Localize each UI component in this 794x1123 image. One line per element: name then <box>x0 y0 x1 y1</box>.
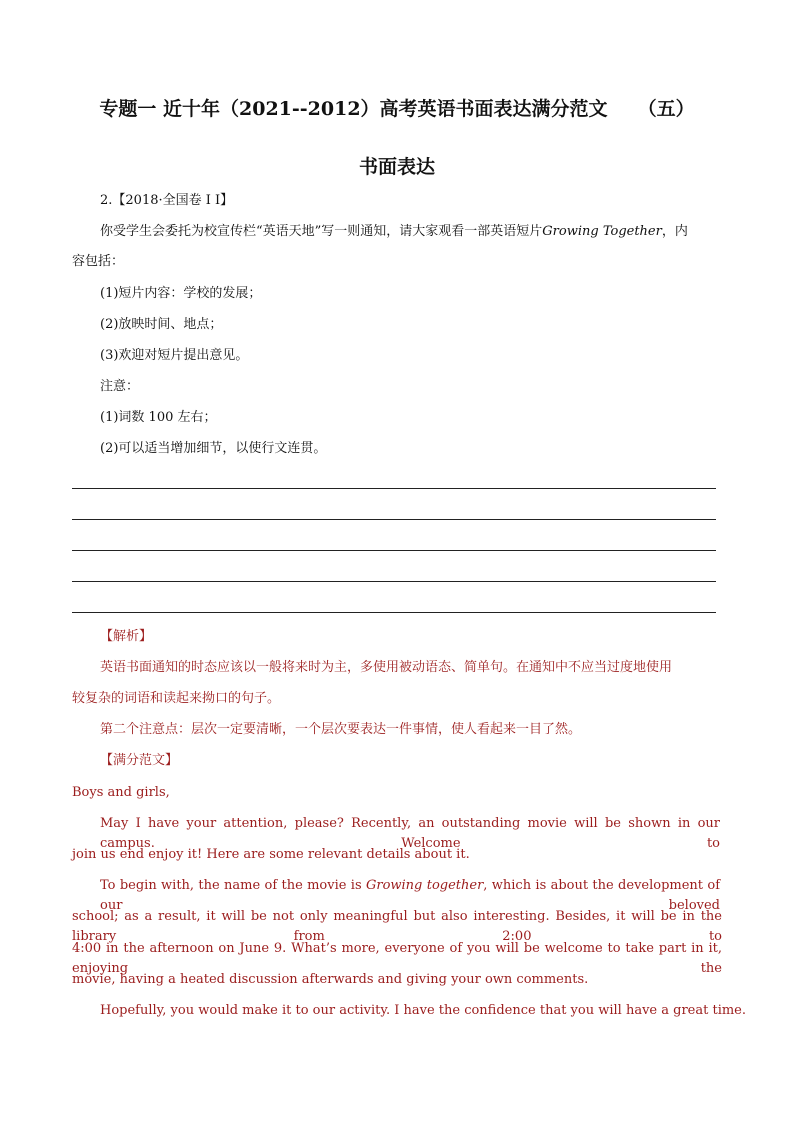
essay-paragraph-3: Hopefully, you would make it to our activity. I have the confidence that you will have a great time. <box>100 1003 747 1018</box>
requirement-item-1: (1)短片内容：学校的发展； <box>100 286 262 301</box>
essay-paragraph-2-line-3: 4:00 in the afternoon on June 9. What’s more, everyone of you will be welcome to take part in it, enjoying the <box>72 941 722 976</box>
note-item-1: (1)词数 100 左右； <box>100 410 217 425</box>
analysis-text-line-3: 第二个注意点：层次一定要清晰，一个层次要表达一件事情，使人看起来一目了然。 <box>100 722 582 737</box>
answer-line <box>72 519 716 520</box>
requirement-item-2: (2)放映时间、地点； <box>100 317 223 332</box>
answer-line <box>72 550 716 551</box>
essay-text: , which is about the development of our beloved <box>100 878 721 913</box>
essay-text: To begin with, the name of the movie is <box>100 878 366 893</box>
essay-paragraph-2-line-2: school; as a result, it will be not only meaningful but also interesting. Besides, it will be in the library from 2:00 to <box>72 909 722 944</box>
essay-paragraph-1-line-1: May I have your attention, please? Recently, an outstanding movie will be shown in our campus. Welcome to <box>100 816 720 851</box>
essay-paragraph-1-line-2: join us end enjoy it! Here are some relevant details about it. <box>72 847 470 862</box>
prompt-movie-title: Growing Together <box>542 224 662 239</box>
essay-movie-title: Growing together <box>365 878 484 893</box>
answer-line <box>72 581 716 582</box>
model-essay-label: 【满分范文】 <box>100 753 179 768</box>
analysis-text-line-2: 较复杂的词语和读起来拗口的句子。 <box>72 691 281 706</box>
question-source: 2.【2018·全国卷 I I】 <box>100 193 234 208</box>
page-title-suffix: （五） <box>637 98 695 120</box>
notes-label: 注意： <box>100 379 140 394</box>
answer-line <box>72 488 716 489</box>
essay-greeting: Boys and girls, <box>72 785 170 800</box>
analysis-label: 【解析】 <box>100 629 153 644</box>
answer-line <box>72 612 716 613</box>
question-prompt-continued: 容包括： <box>72 254 125 269</box>
question-prompt <box>100 222 720 242</box>
page-title <box>0 94 794 121</box>
analysis-text-line-1: 英语书面通知的时态应该以一般将来时为主，多使用被动语态、简单句。在通知中不应当过度地使用 <box>100 660 673 675</box>
section-heading: 书面表达 <box>358 156 435 178</box>
page-title-text: 专题一 近十年（2021--2012）高考英语书面表达满分范文 <box>99 98 608 120</box>
prompt-text-before: 你受学生会委托为校宣传栏“英语天地”写一则通知，请大家观看一部英语短片 <box>100 224 543 239</box>
essay-paragraph-2-line-4: movie, having a heated discussion afterwards and giving your own comments. <box>72 972 589 987</box>
requirement-item-3: (3)欢迎对短片提出意见。 <box>100 348 249 363</box>
note-item-2: (2)可以适当增加细节，以使行文连贯。 <box>100 441 327 456</box>
prompt-text-after: ，内 <box>661 224 688 239</box>
